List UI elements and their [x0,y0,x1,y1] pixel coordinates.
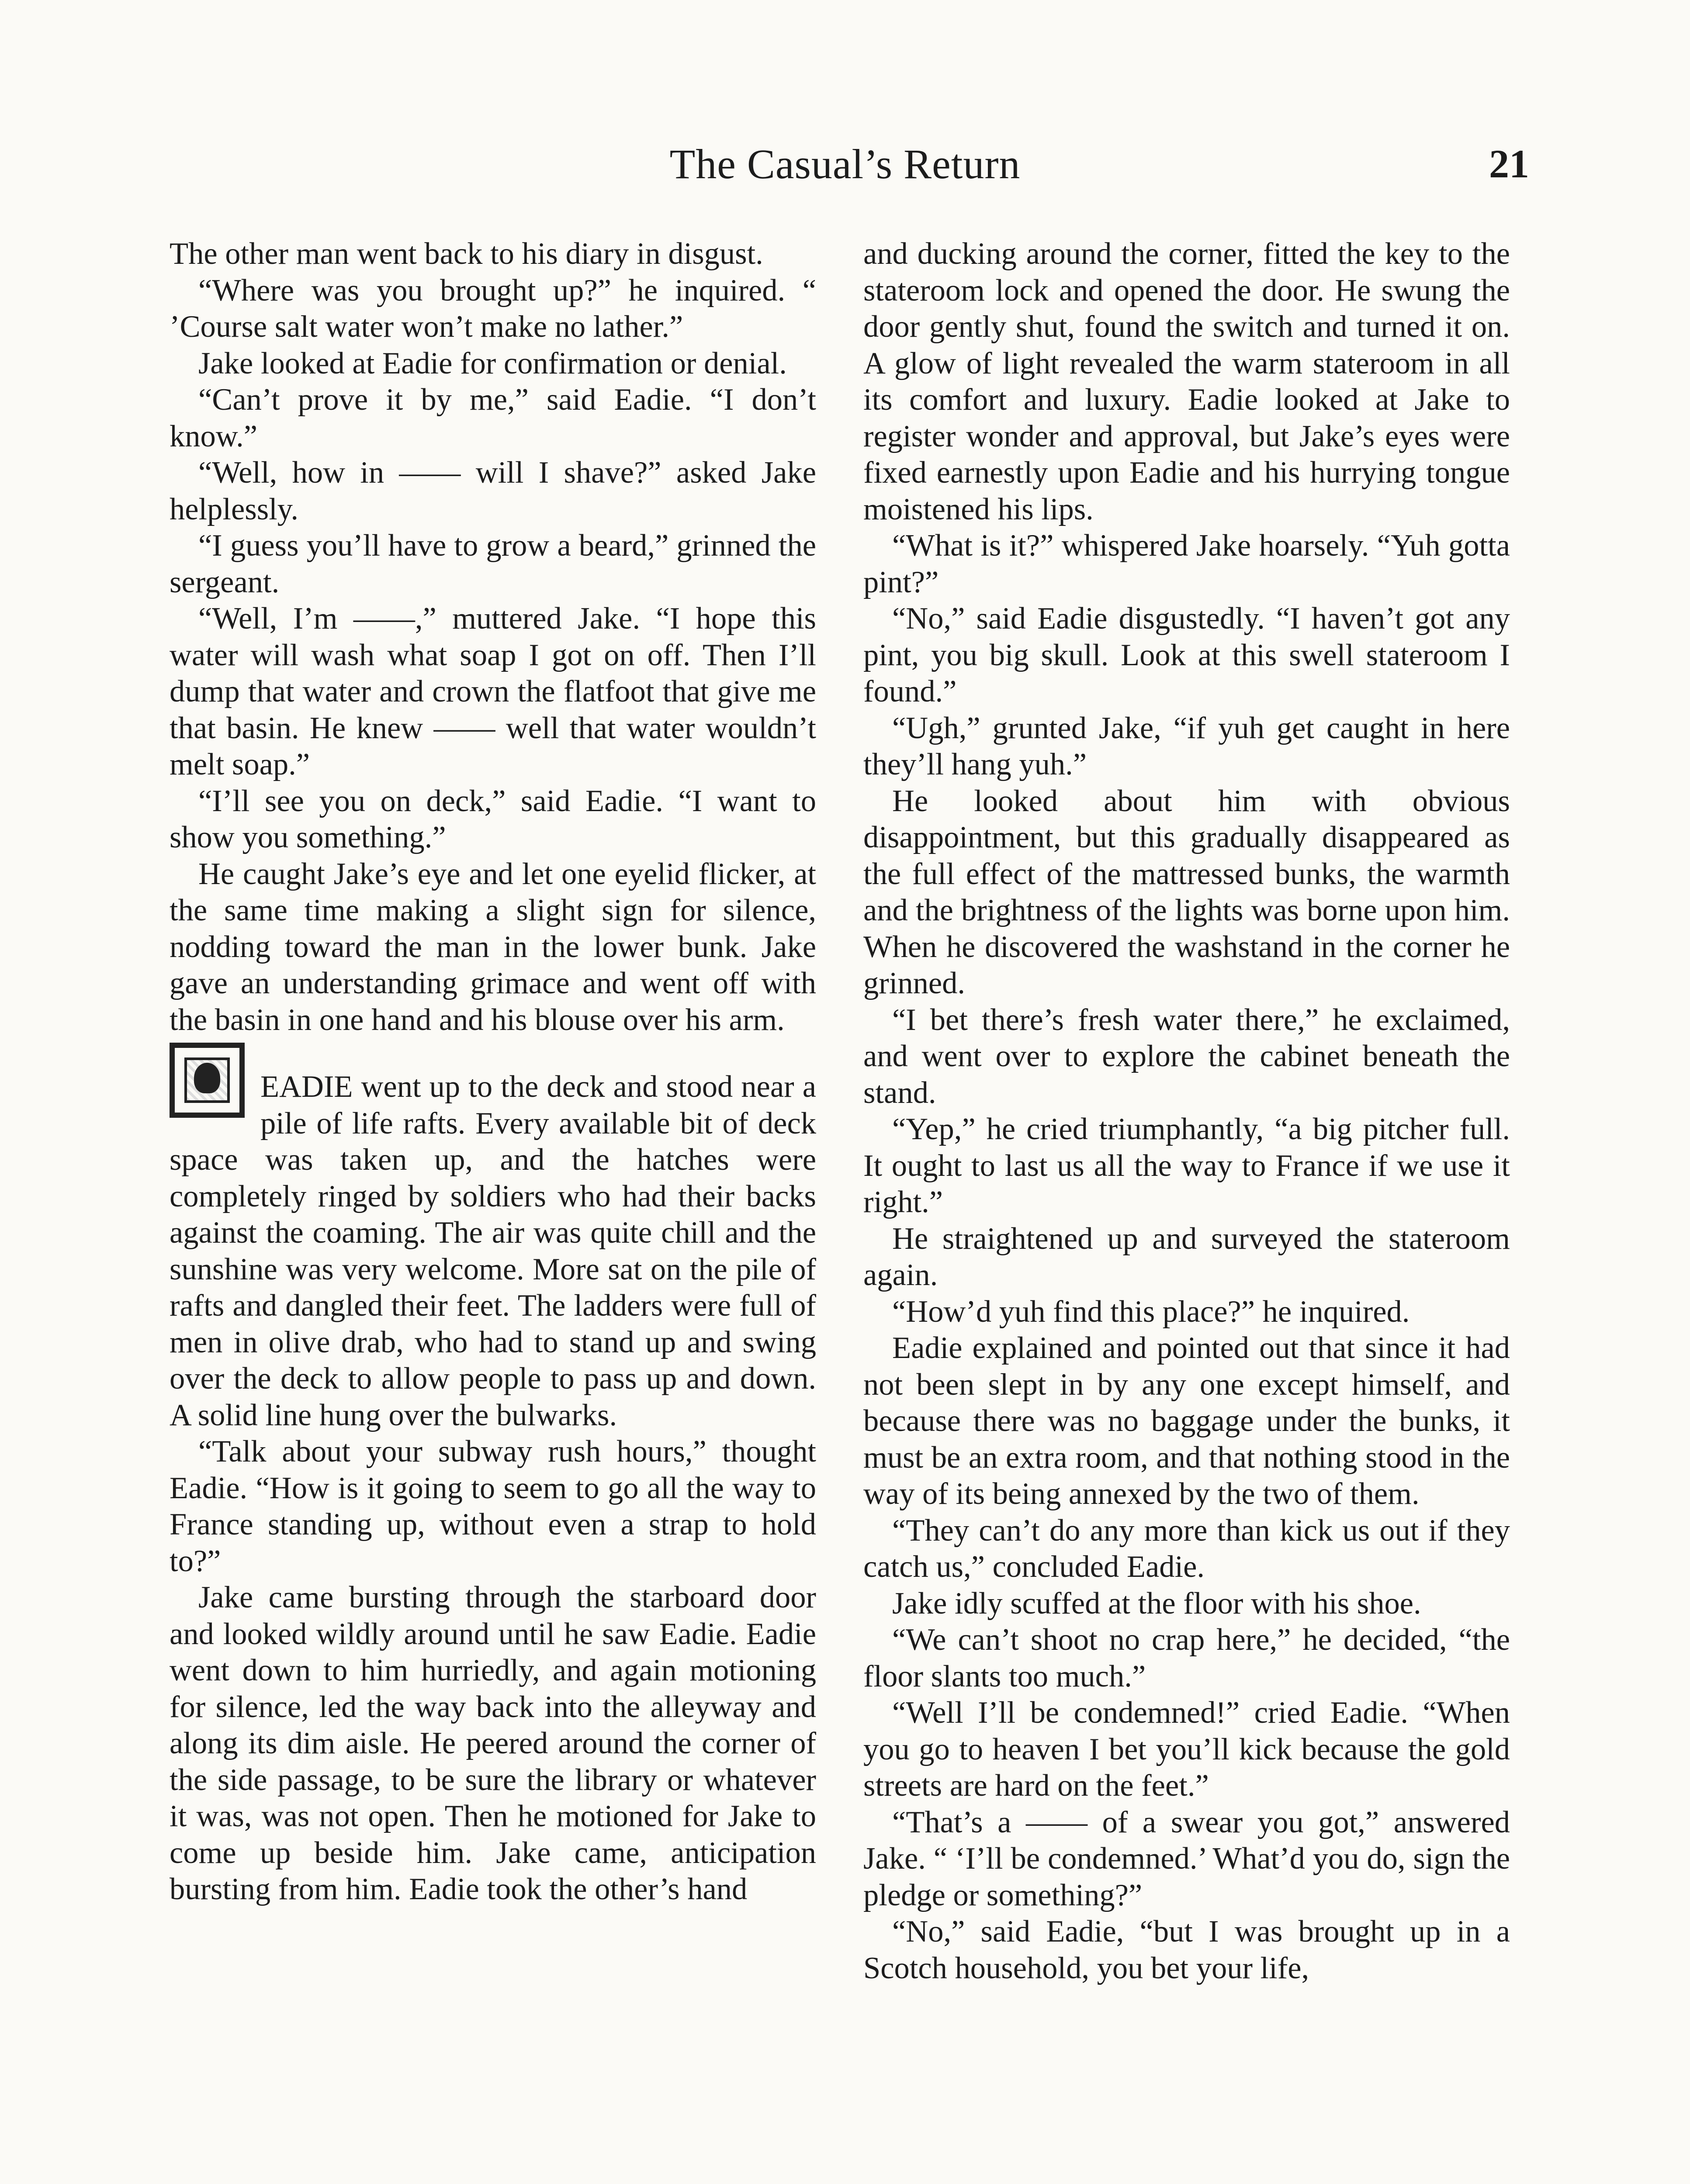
paragraph: “How’d yuh find this place?” he inquired. [892,1294,1410,1329]
paragraph: He caught Jake’s eye and let one eyelid flicker, at the same time making a slight sign for silence, nodding toward the man in the lower bunk. Jake gave an understanding grimace and went off with the basin in one hand and his blouse over his arm. [170,857,816,1037]
paragraph: “Talk about your subway rush hours,” thought Eadie. “How is it going to seem to go all the way to France standing up, without even a strap to hold to?” [170,1434,816,1578]
paragraph: “I’ll see you on deck,” said Eadie. “I want to show you something.” [170,784,816,854]
running-title: The Casual’s Return [669,141,1021,187]
page-number: 21 [1489,142,1529,186]
paragraph: “Ugh,” grunted Jake, “if yuh get caught in here they’ll hang yuh.” [863,711,1510,781]
decorative-initial-icon [170,1043,245,1118]
paragraph: and ducking around the corner, fitted the key to the stateroom lock and opened the door. He swung the door gently shut, found the switch and turned it on. A glow of light revealed the warm stateroom in all its comfort and luxury. Eadie looked at Jake to register wonder and approval, but Jake’s eyes were fixed earnestly upon Eadie and his hurrying tongue moistened his lips. [863,237,1510,526]
paragraph: “I bet there’s fresh water there,” he exclaimed, and went over to explore the cabinet beneath the stand. [863,1002,1510,1110]
paragraph: “That’s a —— of a swear you got,” answered Jake. “ ‘I’ll be condemned.’ What’d you do, sign the pledge or something?” [863,1805,1510,1912]
paragraph: “I guess you’ll have to grow a beard,” grinned the sergeant. [170,529,816,599]
paragraph: Jake idly scuffed at the floor with his shoe. [892,1586,1421,1621]
paragraph: He looked about him with obvious disappointment, but this gradually disappeared as the full effect of the mattressed bunks, the warmth and the brightness of the lights was borne upon him. When he discovered the washstand in the corner he grinned. [863,784,1510,1000]
paragraph: “They can’t do any more than kick us out if they catch us,” concluded Eadie. [863,1513,1510,1584]
paragraph: Eadie explained and pointed out that since it had not been slept in by any one except himself, and because there was no baggage under the bunks, it must be an extra room, and that nothing stood in the way of its being annexed by the two of them. [863,1331,1510,1511]
paragraph: “Well, I’m ——,” muttered Jake. “I hope this water will wash what soap I got on off. Then I’ll dump that water and crown the flatfoot that give me that basin. He knew —— well that water wouldn’t melt soap.” [170,601,816,781]
paragraph: He straightened up and surveyed the stateroom again. [863,1221,1510,1292]
paragraph: Jake looked at Eadie for confirmation or denial. [198,346,787,380]
paragraph: “Can’t prove it by me,” said Eadie. “I don’t know.” [170,383,816,453]
section-paragraph: EADIE went up to the deck and stood near a pile of life rafts. Every available bit of deck space was taken up, and the hatches were completely ringed by soldiers who had their backs against the coaming. The air was quite chill and the sunshine was very welcome. More sat on the pile of rafts and dangled their feet. The ladders were full of men in olive drab, who had to stand up and swing over the deck to allow people to pass up and down. A solid line hung over the bulwarks. [170,1070,816,1432]
right-column [863,236,1510,1987]
paragraph: “We can’t shoot no crap here,” he decided, “the floor slants too much.” [863,1623,1510,1693]
paragraph: “Well I’ll be condemned!” cried Eadie. “When you go to heaven I bet you’ll kick because the gold streets are hard on the feet.” [863,1696,1510,1803]
left-column [170,236,816,1908]
paragraph: The other man went back to his diary in disgust. [170,237,763,271]
paragraph: “Where was you brought up?” he inquired. “ ’Course salt water won’t make no lather.” [170,273,816,344]
paragraph: Jake came bursting through the starboard door and looked wildly around until he saw Eadie. Eadie went down to him hurriedly, and again motioning for silence, led the way back into the alleyway and along its dim aisle. He peered around the corner of the side passage, to be sure the library or whatever it was, was not open. Then he motioned for Jake to come up beside him. Jake came, anticipation bursting from him. Eadie took the other’s hand [170,1580,816,1906]
paragraph: “No,” said Eadie, “but I was brought up in a Scotch household, you bet your life, [863,1914,1510,1985]
paragraph: “What is it?” whispered Jake hoarsely. “Yuh gotta pint?” [863,529,1510,599]
paragraph: “No,” said Eadie disgustedly. “I haven’t got any pint, you big skull. Look at this swell stateroom I found.” [863,601,1510,708]
paragraph: “Well, how in —— will I shave?” asked Jake helplessly. [170,456,816,526]
paragraph: “Yep,” he cried triumphantly, “a big pitcher full. It ought to last us all the way to France if we use it right.” [863,1112,1510,1219]
